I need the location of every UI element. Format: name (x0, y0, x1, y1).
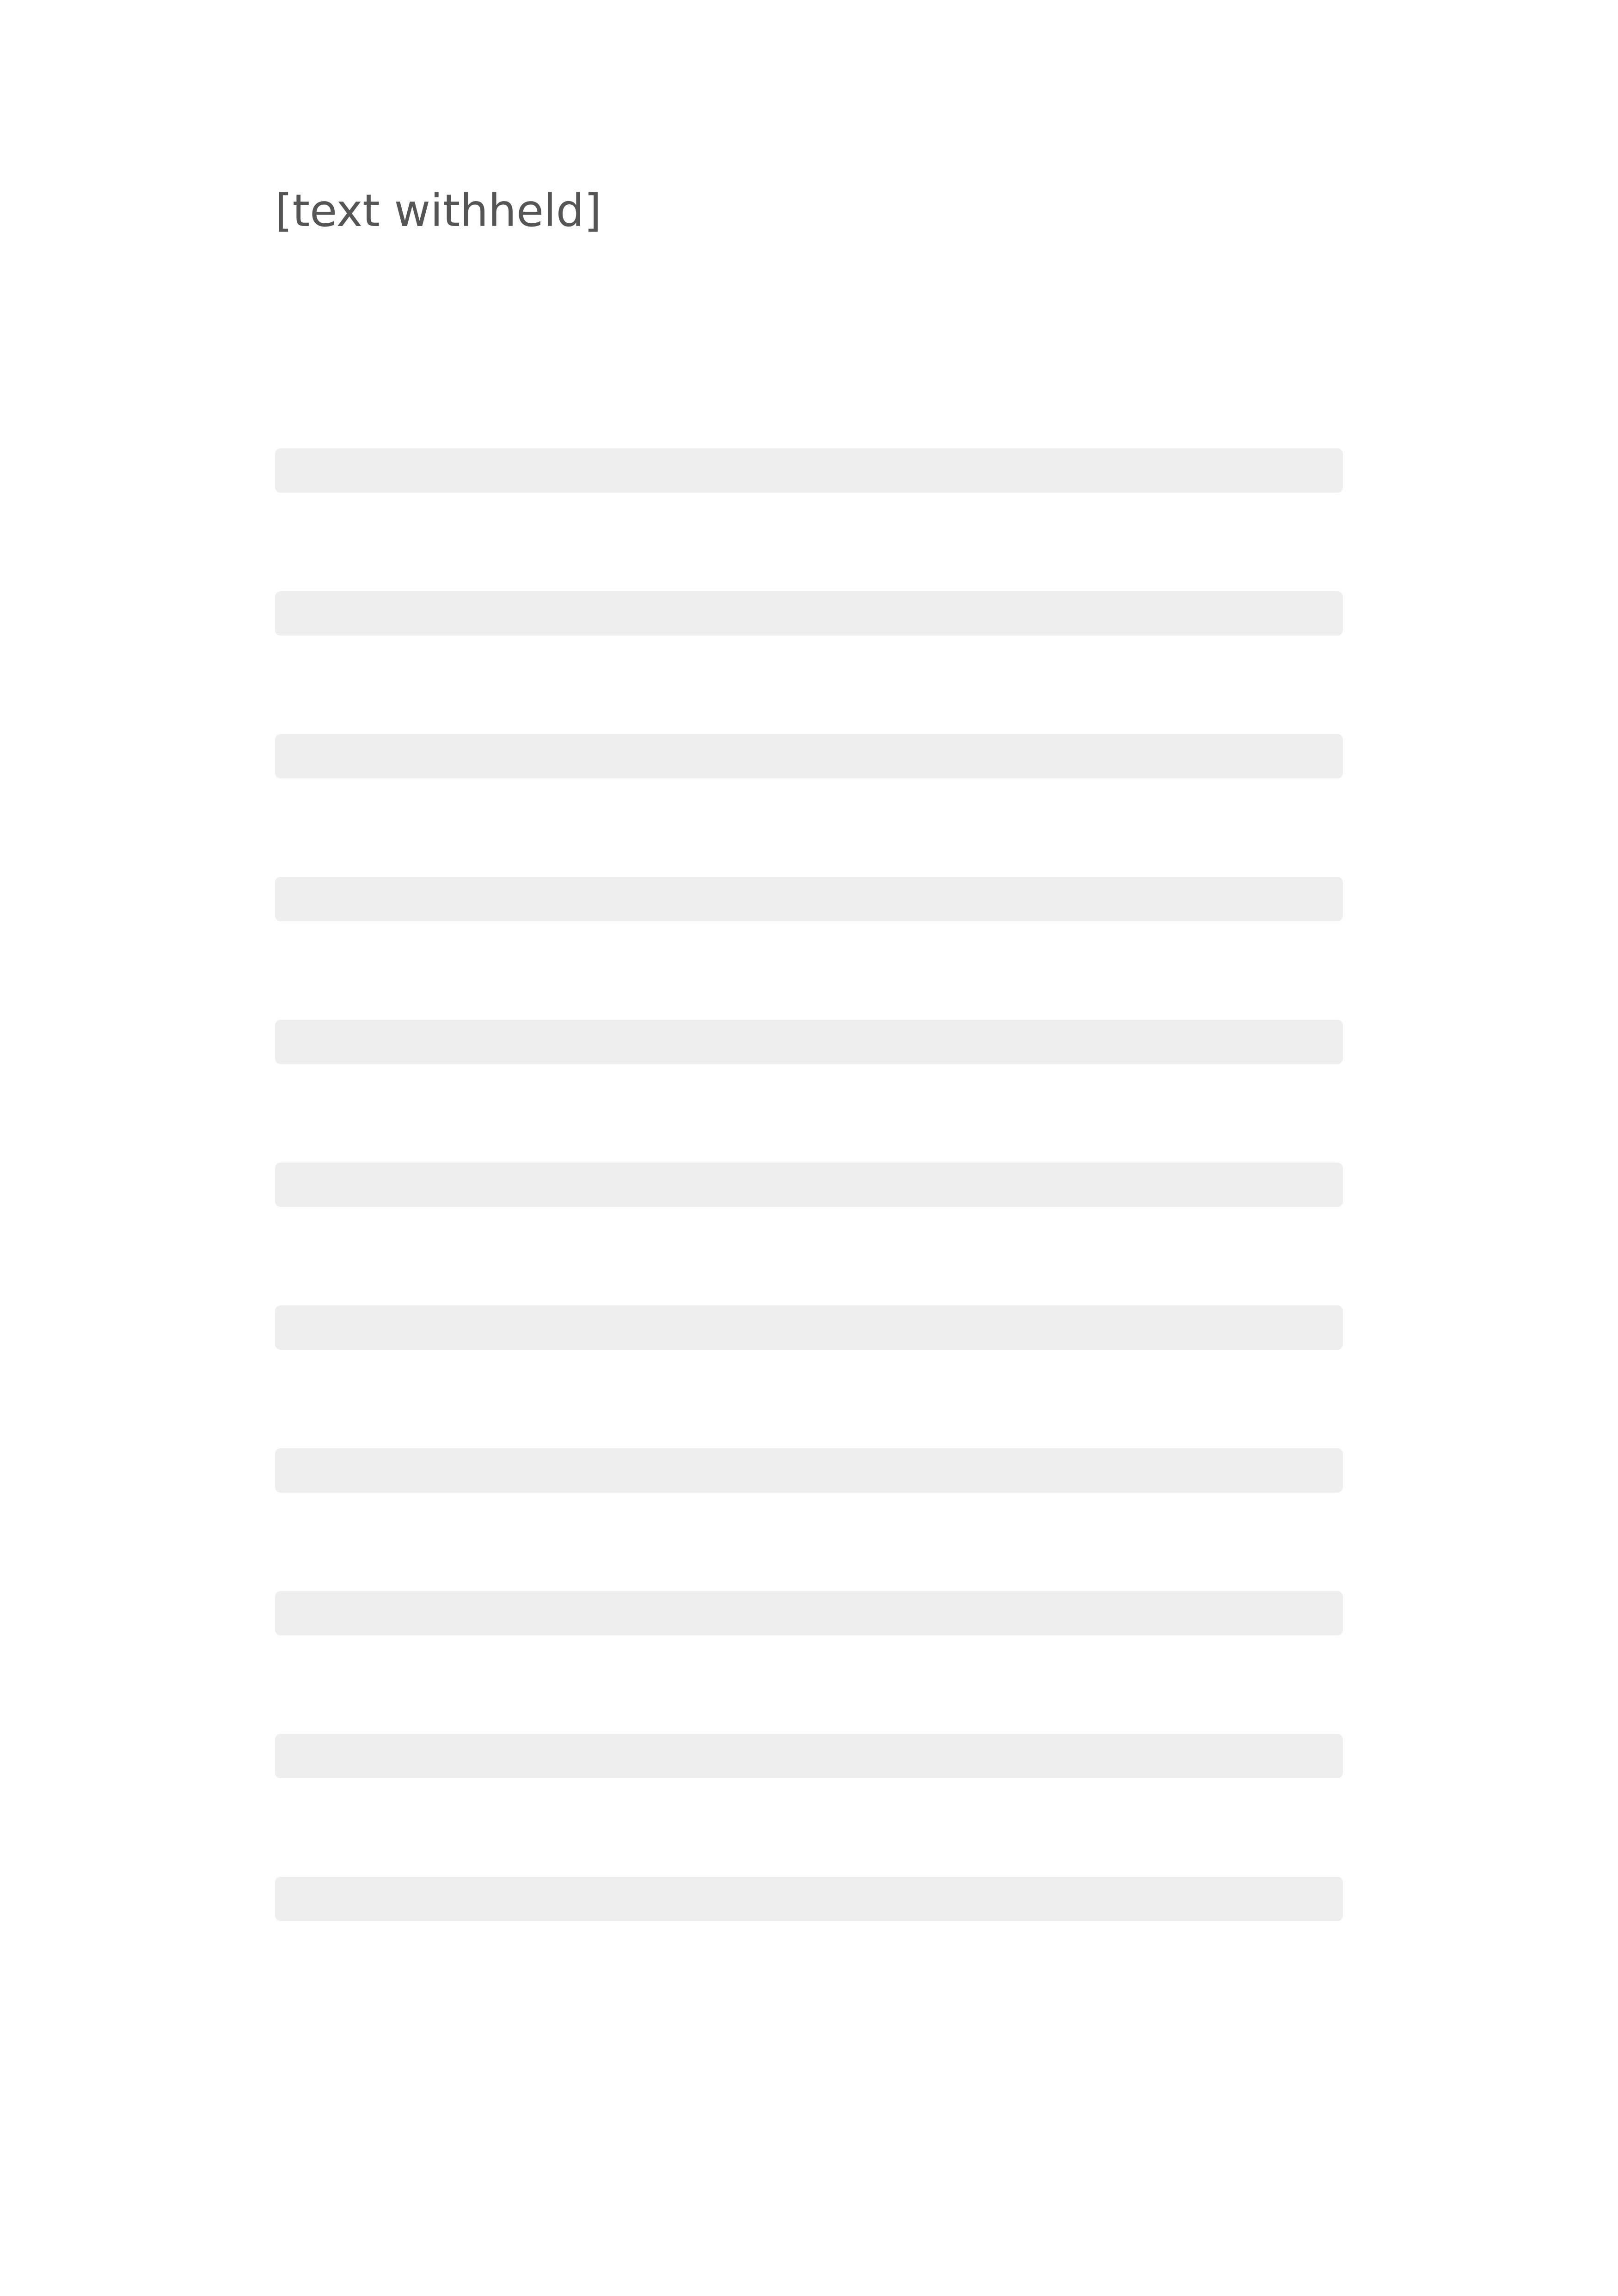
text-line-placeholder (275, 1591, 1343, 1635)
text-line-placeholder (275, 1877, 1343, 1921)
text-line-placeholder (275, 1163, 1343, 1207)
text-line-placeholder (275, 877, 1343, 921)
body-text (275, 448, 1343, 2020)
text-line-placeholder (275, 448, 1343, 493)
text-line-placeholder (275, 1448, 1343, 1493)
withheld-note: [text withheld] (275, 185, 602, 237)
text-line-placeholder (275, 1734, 1343, 1778)
text-line-placeholder (275, 1020, 1343, 1064)
text-line-placeholder (275, 1305, 1343, 1350)
text-line-placeholder (275, 591, 1343, 636)
text-line-placeholder (275, 734, 1343, 778)
